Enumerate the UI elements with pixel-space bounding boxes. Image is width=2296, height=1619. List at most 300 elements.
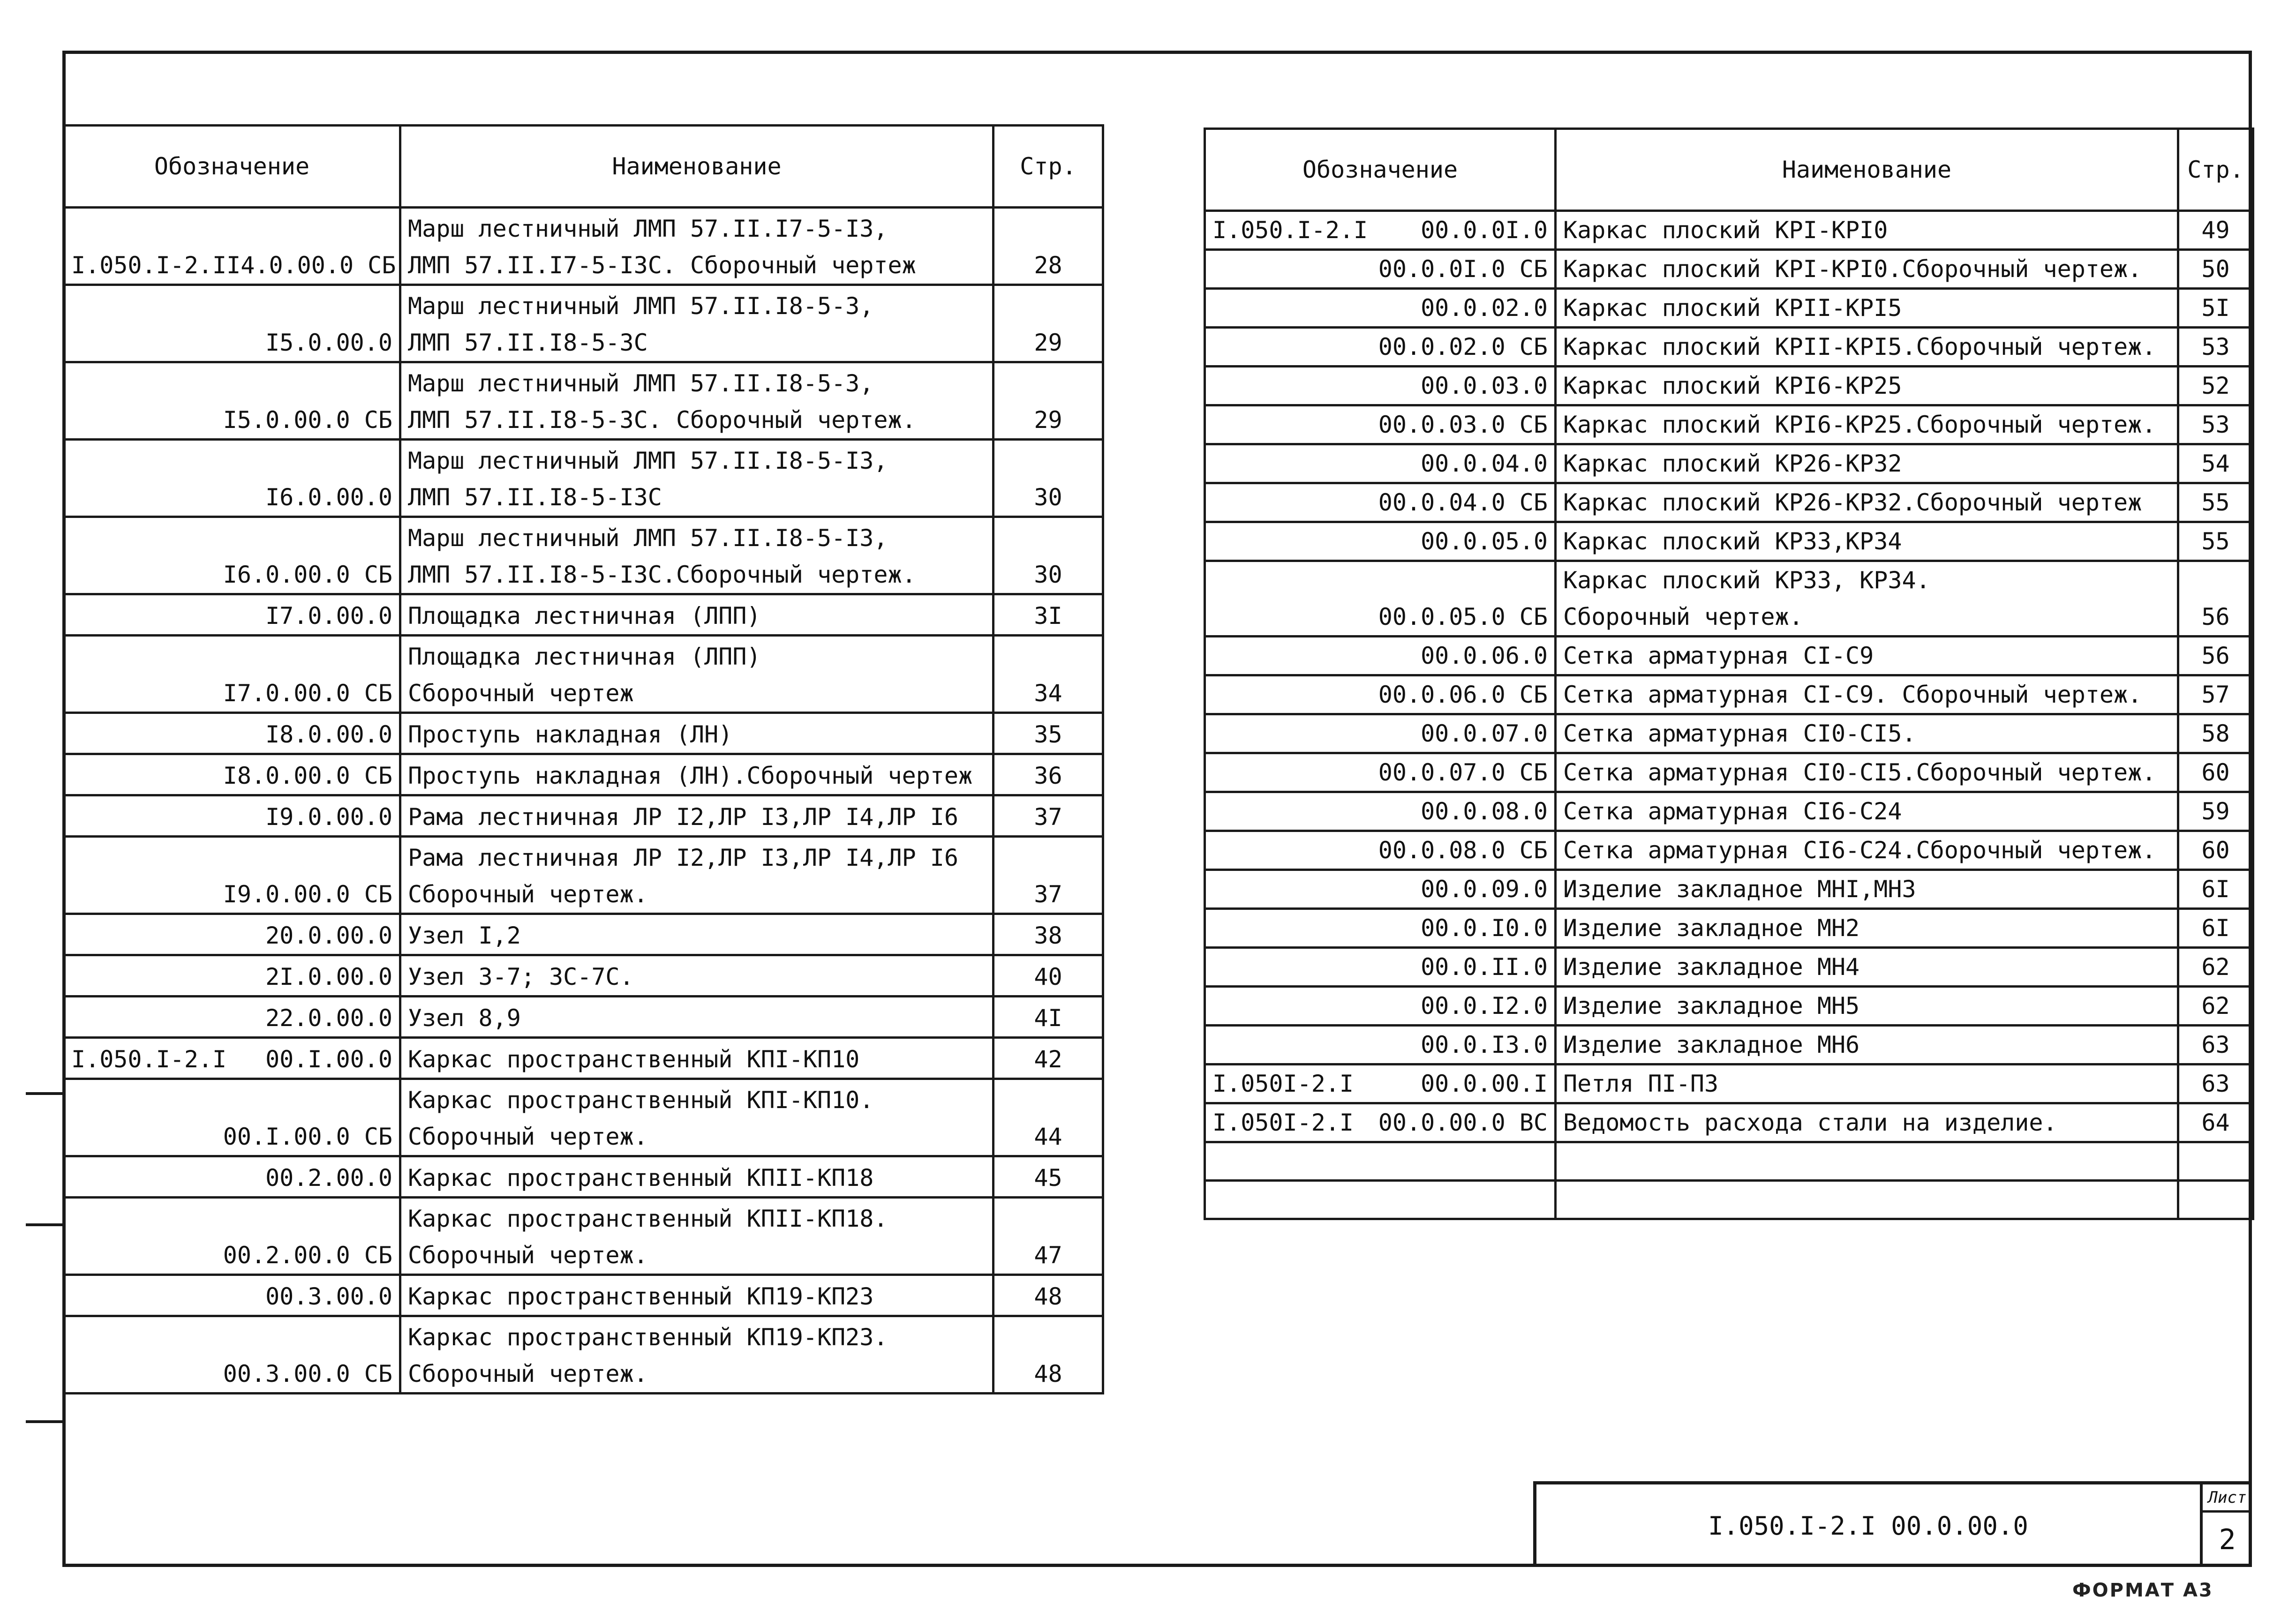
name-line: Каркас плоский КР33, КР34. [1563,567,1930,594]
designation-header: Обозначение [64,126,400,208]
name-line: Сборочный чертеж. [408,1123,648,1150]
name-cell [1556,1026,2178,1064]
series-code: I.050.I-2.I [71,1046,227,1073]
page-number-cell: 58 [2178,714,2253,753]
item-code: 00.0.06.0 [1421,642,1548,669]
index-row [64,285,1103,362]
name-line: Изделие закладное МНI,МН3 [1563,876,1916,903]
item-code: 00.I.00.0 [265,1046,392,1073]
index-row [1205,675,2253,714]
page-number-cell: 42 [994,1038,1103,1079]
name-cell [1556,405,2178,444]
name-cell [1556,1064,2178,1103]
page-number-cell: 63 [2178,1026,2253,1064]
designation-cell [1205,1103,1556,1142]
index-row [64,1316,1103,1394]
item-code: 00.0.03.0 СБ [1378,411,1548,438]
page-number-cell [2178,1142,2253,1181]
page-header: Стр. [994,126,1103,208]
name-line: Марш лестничный ЛМП 57.II.I8-5-3, [408,292,874,320]
item-code: 00.0.06.0 СБ [1378,681,1548,708]
index-row [64,1079,1103,1156]
designation-cell [64,1275,400,1316]
name-line: Каркас пространственный КПII-КП18 [408,1164,874,1192]
item-code: I7.0.00.0 СБ [223,680,392,707]
page-number-cell: 59 [2178,792,2253,831]
name-line: Узел 3-7; 3С-7С. [408,963,634,990]
index-row [1205,948,2253,987]
item-code: I5.0.00.0 [265,329,392,356]
name-cell [1556,483,2178,522]
name-cell [400,1038,994,1079]
series-code: I.050I-2.I [1212,1070,1354,1097]
name-cell [400,285,994,362]
name-header: Наименование [1556,129,2178,211]
name-cell [400,754,994,795]
name-line: Сетка арматурная СI6-С24 [1563,798,1902,825]
name-line: Каркас плоский КР26-КР32 [1563,450,1902,477]
page-number-cell: 35 [994,713,1103,754]
designation-cell [64,713,400,754]
item-code: 00.0.08.0 СБ [1378,837,1548,864]
designation-cell [1205,561,1556,637]
name-line: Петля ПI-П3 [1563,1070,1719,1097]
item-code: I6.0.00.0 [265,484,392,511]
name-line: ЛМП 57.II.I7-5-I3С. Сборочный чертеж [408,252,916,279]
name-line: Изделие закладное МН4 [1563,953,1860,981]
page-number-cell: 30 [994,517,1103,594]
page-number-cell: 4I [994,997,1103,1038]
designation-cell [1205,444,1556,483]
name-line: Каркас плоский КРII-КРI5.Сборочный чертеж. [1563,333,2156,360]
index-row [64,517,1103,594]
series-code: I.050.I-2.I [1212,217,1368,244]
series-code: I.050.I-2.I [71,252,227,279]
name-cell [400,440,994,517]
sheet-label: Лист [2203,1484,2252,1513]
item-code: 00.0.02.0 СБ [1378,333,1548,360]
index-row [1205,522,2253,561]
right-index-table [1204,127,2254,1220]
page-number-cell: 62 [2178,987,2253,1026]
index-row [1205,714,2253,753]
item-code: 00.0.00.0 ВС [1378,1109,1548,1136]
index-row [1205,1142,2253,1181]
index-row [64,914,1103,955]
index-row [1205,1026,2253,1064]
item-code: 00.0.07.0 [1421,720,1548,747]
name-cell [400,1079,994,1156]
page-number-cell: 29 [994,285,1103,362]
name-line: ЛМП 57.II.I8-5-I3С.Сборочный чертеж. [408,561,916,588]
designation-cell [64,754,400,795]
page-number-cell: 37 [994,837,1103,914]
designation-cell [1205,405,1556,444]
page-number-cell: 36 [994,754,1103,795]
index-row [64,636,1103,713]
name-line: Узел I,2 [408,922,521,949]
designation-cell [1205,289,1556,328]
designation-cell [64,362,400,440]
index-row [64,1156,1103,1198]
designation-cell [64,208,400,285]
name-line: ЛМП 57.II.I8-5-3С [408,329,648,356]
name-cell [400,837,994,914]
item-code: 00.0.0I.0 СБ [1378,255,1548,283]
name-line: Марш лестничный ЛМП 57.II.I7-5-I3, [408,215,888,242]
designation-cell [1205,1142,1556,1181]
designation-cell [1205,909,1556,948]
item-code: I6.0.00.0 СБ [223,561,392,588]
name-cell [400,1316,994,1394]
designation-cell [1205,987,1556,1026]
designation-cell [64,795,400,837]
name-cell [400,1275,994,1316]
name-line: Сборочный чертеж. [408,1360,648,1387]
item-code: I4.0.00.0 СБ [226,252,396,279]
page-number-cell: 40 [994,955,1103,997]
name-line: Каркас плоский КР33,КР34 [1563,528,1902,555]
name-cell [400,914,994,955]
page-number-cell: 48 [994,1275,1103,1316]
designation-cell [64,440,400,517]
page-number-cell: 44 [994,1079,1103,1156]
index-row [64,1038,1103,1079]
page-number-cell: 53 [2178,405,2253,444]
index-row [1205,405,2253,444]
name-cell [400,955,994,997]
format-label: ФОРМАТ А3 [2072,1580,2213,1601]
designation-cell [1205,522,1556,561]
page-number-cell: 56 [2178,637,2253,675]
index-row [1205,1064,2253,1103]
designation-cell [1205,1064,1556,1103]
name-line: Марш лестничный ЛМП 57.II.I8-5-3, [408,370,874,397]
page-number-cell: 56 [2178,561,2253,637]
item-code: 00.0.00.I [1421,1070,1548,1097]
name-cell [400,1156,994,1198]
name-line: Каркас пространственный КП19-КП23. [408,1324,888,1351]
index-row [64,754,1103,795]
name-cell [1556,522,2178,561]
page-number-cell: 28 [994,208,1103,285]
index-row [1205,250,2253,289]
index-row [1205,211,2253,250]
designation-cell [1205,328,1556,367]
page-number-cell: 37 [994,795,1103,837]
name-cell [1556,289,2178,328]
item-code: 00.0.07.0 СБ [1378,759,1548,786]
binding-tick [26,1223,63,1226]
designation-cell [1205,1181,1556,1219]
index-row [1205,1181,2253,1219]
name-line: Сборочный чертеж. [408,881,648,908]
item-code: 00.0.I0.0 [1421,914,1548,942]
designation-cell [64,1316,400,1394]
index-row [64,997,1103,1038]
name-line: Каркас плоский КР26-КР32.Сборочный чертеж [1563,489,2142,516]
name-line: Марш лестничный ЛМП 57.II.I8-5-I3, [408,525,888,552]
name-line: Каркас пространственный КПII-КП18. [408,1205,888,1232]
designation-cell [1205,714,1556,753]
name-cell [1556,637,2178,675]
name-line: Рама лестничная ЛР I2,ЛР I3,ЛР I4,ЛР I6 [408,803,958,831]
right-header-row [1205,129,2253,211]
page-number-cell: 55 [2178,522,2253,561]
designation-cell [64,285,400,362]
designation-cell [64,914,400,955]
name-cell [400,636,994,713]
designation-cell [64,1079,400,1156]
item-code: I5.0.00.0 СБ [223,406,392,434]
index-row [64,208,1103,285]
page-number-cell: 49 [2178,211,2253,250]
name-cell [1556,367,2178,405]
name-header: Наименование [400,126,994,208]
name-cell [1556,1103,2178,1142]
page-number-cell: 54 [2178,444,2253,483]
designation-cell [64,1156,400,1198]
index-row [1205,328,2253,367]
name-cell [1556,831,2178,870]
name-line: ЛМП 57.II.I8-5-I3С [408,484,662,511]
item-code: 00.0.05.0 СБ [1378,603,1548,630]
page-number-cell: 29 [994,362,1103,440]
index-row [1205,483,2253,522]
designation-cell [1205,792,1556,831]
name-line: Каркас плоский КРII-КРI5 [1563,294,1902,322]
name-cell [1556,753,2178,792]
name-line: Сетка арматурная СI0-СI5.Сборочный чертеж. [1563,759,2156,786]
page-number-cell: 57 [2178,675,2253,714]
page-number-cell: 63 [2178,1064,2253,1103]
item-code: 00.0.09.0 [1421,876,1548,903]
name-cell [1556,909,2178,948]
page-number-cell: 53 [2178,328,2253,367]
item-code: 00.0.I2.0 [1421,992,1548,1019]
index-row [64,1198,1103,1275]
index-row [1205,909,2253,948]
name-cell [1556,444,2178,483]
page-number-cell: 45 [994,1156,1103,1198]
designation-cell [64,955,400,997]
page-number-cell: 52 [2178,367,2253,405]
name-cell [1556,870,2178,909]
name-cell [1556,561,2178,637]
designation-cell [1205,753,1556,792]
designation-cell [1205,831,1556,870]
name-line: Каркас пространственный КП19-КП23 [408,1283,874,1310]
index-row [1205,289,2253,328]
name-cell [1556,987,2178,1026]
series-code: I.050I-2.I [1212,1109,1354,1136]
item-code: 00.0.05.0 [1421,528,1548,555]
name-cell [1556,714,2178,753]
name-cell [400,208,994,285]
page-number-cell: 6I [2178,870,2253,909]
index-row [1205,1103,2253,1142]
item-code: 00.3.00.0 СБ [223,1360,392,1387]
designation-cell [64,1198,400,1275]
name-line: Изделие закладное МН2 [1563,914,1860,942]
item-code: 00.0.08.0 [1421,798,1548,825]
designation-cell [64,1038,400,1079]
name-line: Марш лестничный ЛМП 57.II.I8-5-I3, [408,447,888,474]
item-code: 00.I.00.0 СБ [223,1123,392,1150]
name-cell [1556,211,2178,250]
index-row [64,713,1103,754]
name-cell [1556,1142,2178,1181]
designation-cell [1205,367,1556,405]
item-code: 00.0.04.0 СБ [1378,489,1548,516]
designation-cell [1205,250,1556,289]
designation-cell [1205,211,1556,250]
designation-cell [1205,948,1556,987]
page-number-cell: 62 [2178,948,2253,987]
item-code: I8.0.00.0 [265,721,392,748]
item-code: 00.0.04.0 [1421,450,1548,477]
page-number-cell: 3I [994,594,1103,636]
name-cell [1556,1181,2178,1219]
name-cell [400,997,994,1038]
left-index-table [62,124,1104,1394]
name-line: Сетка арматурная СI-С9. Сборочный чертеж. [1563,681,2142,708]
index-row [64,440,1103,517]
designation-cell [1205,675,1556,714]
page-number-cell: 50 [2178,250,2253,289]
name-line: Сетка арматурная СI0-СI5. [1563,720,1916,747]
item-code: I9.0.00.0 СБ [223,881,392,908]
page-number-cell: 64 [2178,1103,2253,1142]
item-code: I9.0.00.0 [265,803,392,831]
name-cell [400,362,994,440]
title-block [1533,1481,2252,1567]
page-number-cell: 6I [2178,909,2253,948]
name-line: Сборочный чертеж [408,680,634,707]
designation-cell [1205,1026,1556,1064]
item-code: 00.3.00.0 [265,1283,392,1310]
name-cell [1556,792,2178,831]
page-header: Стр. [2178,129,2253,211]
page-number-cell: 48 [994,1316,1103,1394]
item-code: I8.0.00.0 СБ [223,762,392,789]
page-number-cell: 5I [2178,289,2253,328]
name-cell [1556,250,2178,289]
name-line: Ведомость расхода стали на изделие. [1563,1109,2057,1136]
index-row [64,837,1103,914]
sheet-number: 2 [2219,1523,2236,1556]
page-number-cell: 34 [994,636,1103,713]
name-line: Площадка лестничная (ЛПП) [408,643,761,670]
name-line: Проступь накладная (ЛН).Сборочный чертеж [408,762,973,789]
index-row [64,955,1103,997]
item-code: 00.2.00.0 СБ [223,1242,392,1269]
designation-cell [64,517,400,594]
index-row [64,1275,1103,1316]
name-cell [400,517,994,594]
index-row [1205,561,2253,637]
item-code: 00.0.03.0 [1421,372,1548,399]
designation-cell [64,594,400,636]
designation-cell [64,837,400,914]
name-line: Сетка арматурная СI6-С24.Сборочный чертеж. [1563,837,2156,864]
page-number-cell [2178,1181,2253,1219]
item-code: 22.0.00.0 [265,1004,392,1032]
name-line: ЛМП 57.II.I8-5-3С. Сборочный чертеж. [408,406,916,434]
name-line: Каркас плоский КРI6-КР25.Сборочный чертеж. [1563,411,2156,438]
designation-cell [64,636,400,713]
name-line: Рама лестничная ЛР I2,ЛР I3,ЛР I4,ЛР I6 [408,844,958,871]
index-row [1205,831,2253,870]
item-code: 00.0.02.0 [1421,294,1548,322]
item-code: I7.0.00.0 [265,602,392,630]
name-cell [1556,328,2178,367]
name-line: Площадка лестничная (ЛПП) [408,602,761,630]
binding-tick [26,1092,63,1095]
binding-tick [26,1420,63,1423]
name-line: Сетка арматурная СI-С9 [1563,642,1874,669]
sheet-box [2200,1484,2252,1567]
index-row [1205,637,2253,675]
name-cell [400,594,994,636]
index-row [1205,987,2253,1026]
item-code: 2I.0.00.0 [265,963,392,990]
name-line: Каркас плоский КРI-КРI0 [1563,217,1888,244]
page-number-cell: 30 [994,440,1103,517]
index-row [1205,792,2253,831]
document-code: I.050.I-2.I 00.0.00.0 [1708,1511,2028,1541]
designation-header: Обозначение [1205,129,1556,211]
designation-cell [1205,637,1556,675]
item-code: 00.0.I3.0 [1421,1031,1548,1058]
page-number-cell: 60 [2178,753,2253,792]
index-row [64,795,1103,837]
name-line: Изделие закладное МН5 [1563,992,1860,1019]
designation-cell [1205,870,1556,909]
page-number-cell: 38 [994,914,1103,955]
name-cell [1556,948,2178,987]
name-line: Сборочный чертеж. [408,1242,648,1269]
name-line: Изделие закладное МН6 [1563,1031,1860,1058]
name-line: Проступь накладная (ЛН) [408,721,733,748]
index-row [1205,444,2253,483]
name-line: Каркас пространственный КПI-КП10. [408,1087,874,1114]
name-line: Каркас пространственный КПI-КП10 [408,1046,860,1073]
item-code: 00.0.0I.0 [1421,217,1548,244]
page-number-cell: 47 [994,1198,1103,1275]
name-cell [1556,675,2178,714]
page-number-cell: 55 [2178,483,2253,522]
name-line: Каркас плоский КРI-КРI0.Сборочный чертеж. [1563,255,2142,283]
designation-cell [1205,483,1556,522]
index-row [64,594,1103,636]
index-row [1205,870,2253,909]
name-cell [400,713,994,754]
index-row [64,362,1103,440]
name-line: Каркас плоский КРI6-КР25 [1563,372,1902,399]
index-row [1205,753,2253,792]
left-header-row [64,126,1103,208]
item-code: 00.0.II.0 [1421,953,1548,981]
name-line: Узел 8,9 [408,1004,521,1032]
name-line: Сборочный чертеж. [1563,603,1803,630]
index-row [1205,367,2253,405]
name-cell [400,795,994,837]
name-cell [400,1198,994,1275]
item-code: 00.2.00.0 [265,1164,392,1192]
designation-cell [64,997,400,1038]
item-code: 20.0.00.0 [265,922,392,949]
